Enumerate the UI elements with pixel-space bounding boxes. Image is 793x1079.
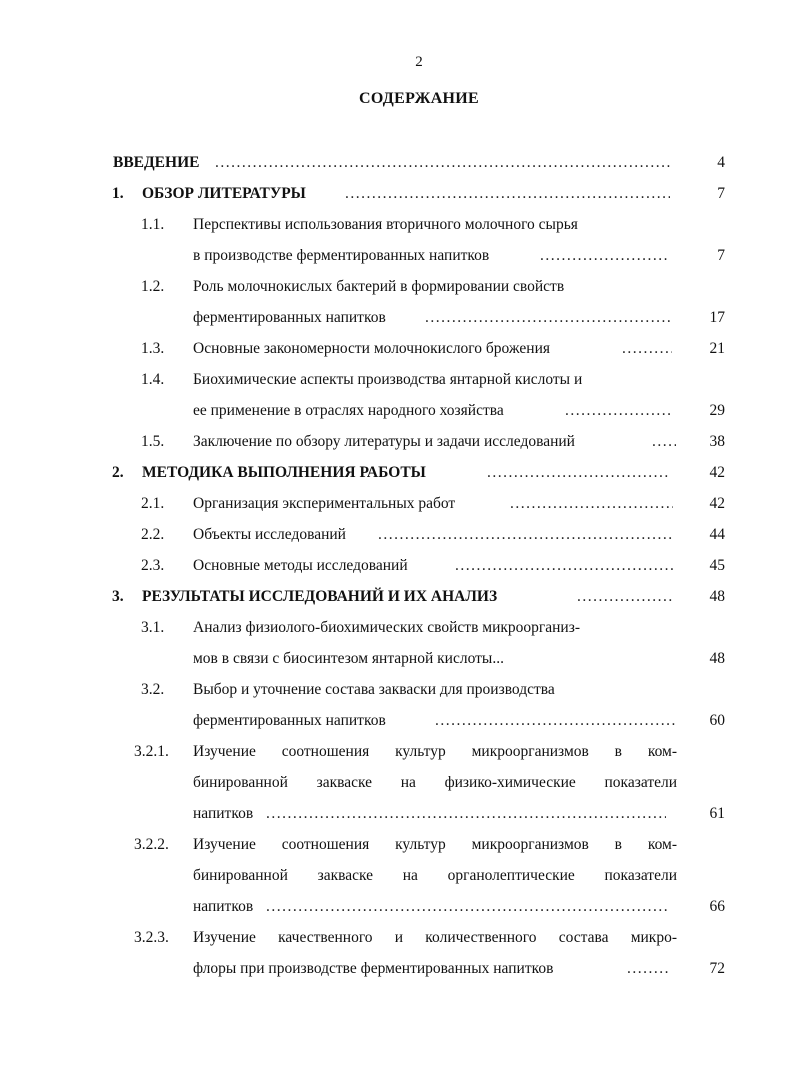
toc-entry-text-line-2: ферментированных напитков — [193, 712, 386, 729]
toc-entry-number: 1.5. — [141, 433, 165, 450]
toc-entry-number: 2. — [112, 464, 124, 481]
toc-entry-number: 2.1. — [141, 495, 165, 512]
toc-entry-number: 3.1. — [141, 619, 165, 636]
toc-entry-2-1 — [0, 488, 793, 519]
toc-entry-3-2-2-continued-2 — [0, 891, 793, 922]
toc-entry-page: 38 — [709, 433, 725, 450]
toc-entry-2-3 — [0, 550, 793, 581]
toc-entry-text-line-3: напитков — [193, 898, 254, 915]
toc-entry-page: 72 — [709, 960, 725, 977]
toc-entry-number: 1.4. — [141, 371, 165, 388]
toc-entry-text: Объекты исследований — [193, 526, 346, 543]
toc-entry-3-2-2 — [0, 829, 793, 860]
toc-entry-text-line-1: Изучение соотношения культур микроорганизмов в ком- — [193, 836, 677, 853]
toc-entry-page: 48 — [709, 588, 725, 605]
toc-entry-chapter-2 — [0, 457, 793, 488]
toc-entry-text-line-2: бинированной закваске на физико-химические показатели — [193, 774, 677, 791]
toc-entry-text-line-2: флоры при производстве ферментированных напитков — [193, 960, 554, 977]
toc-entry-number: 1.2. — [141, 278, 165, 295]
toc-entry-text-line-1: Анализ физиолого-биохимических свойств микроорганиз- — [193, 619, 581, 636]
toc-entry-text-line-2: ферментированных напитков — [193, 309, 386, 326]
toc-entry-text: Организация экспериментальных работ — [193, 495, 456, 512]
toc-entry-number: 1. — [112, 185, 124, 202]
toc-entry-page: 42 — [709, 495, 725, 512]
toc-entry-text-line-1: Изучение качественного и количественного состава микро- — [193, 929, 677, 946]
toc-entry-chapter-3 — [0, 581, 793, 612]
toc-entry-text-line-1: Роль молочнокислых бактерий в формировании свойств — [193, 278, 565, 295]
toc-entry-page: 7 — [717, 247, 725, 264]
page-title: СОДЕРЖАНИЕ — [358, 90, 480, 107]
toc-entry-1-4 — [0, 364, 793, 395]
toc-entry-page: 45 — [709, 557, 725, 574]
dot-leader — [425, 302, 673, 333]
dot-leader — [455, 550, 673, 581]
toc-entry-page: 17 — [709, 309, 725, 326]
toc-entry-3-2-3-continued — [0, 953, 793, 984]
toc-entry-number: 3.2.1. — [134, 743, 169, 760]
toc-entry-3-2-1-continued-2 — [0, 798, 793, 829]
toc-entry-1-5 — [0, 426, 793, 457]
toc-entry-1-1 — [0, 209, 793, 240]
toc-entry-text-line-1: Изучение соотношения культур микроорганизмов в ком- — [193, 743, 677, 760]
toc-entry-page: 48 — [709, 650, 725, 667]
toc-entry-1-2 — [0, 271, 793, 302]
toc-entry-text-line-2: в производстве ферментированных напитков — [193, 247, 490, 264]
dot-leader — [215, 147, 670, 178]
toc-entry-3-2-continued — [0, 705, 793, 736]
toc-entry-3-2 — [0, 674, 793, 705]
dot-leader — [266, 798, 666, 829]
toc-entry-1-3 — [0, 333, 793, 364]
dot-leader — [540, 240, 670, 271]
toc-entry-number: 2.2. — [141, 526, 165, 543]
toc-entry-page: 61 — [709, 805, 725, 822]
toc-entry-chapter-1 — [0, 178, 793, 209]
toc-entry-text: ВВЕДЕНИЕ — [113, 154, 200, 171]
toc-entry-text-line-2: ее применение в отраслях народного хозяйства — [193, 402, 504, 419]
dot-leader — [622, 333, 672, 364]
dot-leader — [565, 395, 672, 426]
toc-entry-text: ОБЗОР ЛИТЕРАТУРЫ — [142, 185, 306, 202]
toc-entry-page: 7 — [717, 185, 725, 202]
toc-entry-text-line-1: Биохимические аспекты производства янтарной кислоты и — [193, 371, 583, 388]
toc-entry-3-2-3 — [0, 922, 793, 953]
toc-entry-number: 1.3. — [141, 340, 165, 357]
toc-entry-page: 21 — [709, 340, 725, 357]
dot-leader — [487, 457, 670, 488]
dot-leader — [345, 178, 670, 209]
toc-entry-number: 3.2. — [141, 681, 165, 698]
toc-entry-number: 1.1. — [141, 216, 165, 233]
toc-entry-number: 3.2.2. — [134, 836, 169, 853]
toc-entry-3-2-1-continued — [0, 767, 793, 798]
toc-entry-text: РЕЗУЛЬТАТЫ ИССЛЕДОВАНИЙ И ИХ АНАЛИЗ — [142, 588, 498, 605]
toc-entry-3-1 — [0, 612, 793, 643]
toc-entry-text-line-1: Перспективы использования вторичного молочного сырья — [193, 216, 578, 233]
toc-entry-text-line-1: Выбор и уточнение состава закваски для производства — [193, 681, 555, 698]
toc-entry-text-line-2: мов в связи с биосинтезом янтарной кислоты... — [193, 650, 504, 667]
toc-entry-page: 60 — [709, 712, 725, 729]
dot-leader — [652, 426, 676, 457]
toc-entry-1-4-continued — [0, 395, 793, 426]
toc-entry-1-1-continued — [0, 240, 793, 271]
dot-leader — [510, 488, 673, 519]
toc-entry-2-2 — [0, 519, 793, 550]
toc-entry-number: 3.2.3. — [134, 929, 169, 946]
toc-entry-text: Заключение по обзору литературы и задачи исследований — [193, 433, 575, 450]
toc-entry-text-line-2: бинированной закваске на органолептические показатели — [193, 867, 677, 884]
toc-entry-text-line-3: напитков — [193, 805, 254, 822]
toc-entry-number: 2.3. — [141, 557, 165, 574]
toc-entry-text: Основные методы исследований — [193, 557, 408, 574]
toc-entry-3-2-2-continued — [0, 860, 793, 891]
toc-entry-page: 29 — [709, 402, 725, 419]
dot-leader — [435, 705, 675, 736]
toc-entry-page: 4 — [717, 154, 725, 171]
table-of-contents — [0, 147, 793, 984]
toc-entry-3-2-1 — [0, 736, 793, 767]
dot-leader — [378, 519, 673, 550]
dot-leader — [266, 891, 668, 922]
toc-entry-3-1-continued — [0, 643, 793, 674]
toc-entry-1-2-continued — [0, 302, 793, 333]
dot-leader — [627, 953, 669, 984]
toc-entry-text: МЕТОДИКА ВЫПОЛНЕНИЯ РАБОТЫ — [142, 464, 426, 481]
toc-entry-page: 66 — [709, 898, 725, 915]
toc-entry-text: Основные закономерности молочнокислого брожения — [193, 340, 551, 357]
toc-entry-number: 3. — [112, 588, 124, 605]
page-number: 2 — [415, 54, 423, 70]
toc-entry-introduction — [0, 147, 793, 178]
toc-entry-page: 44 — [709, 526, 725, 543]
toc-entry-page: 42 — [709, 464, 725, 481]
dot-leader — [577, 581, 673, 612]
